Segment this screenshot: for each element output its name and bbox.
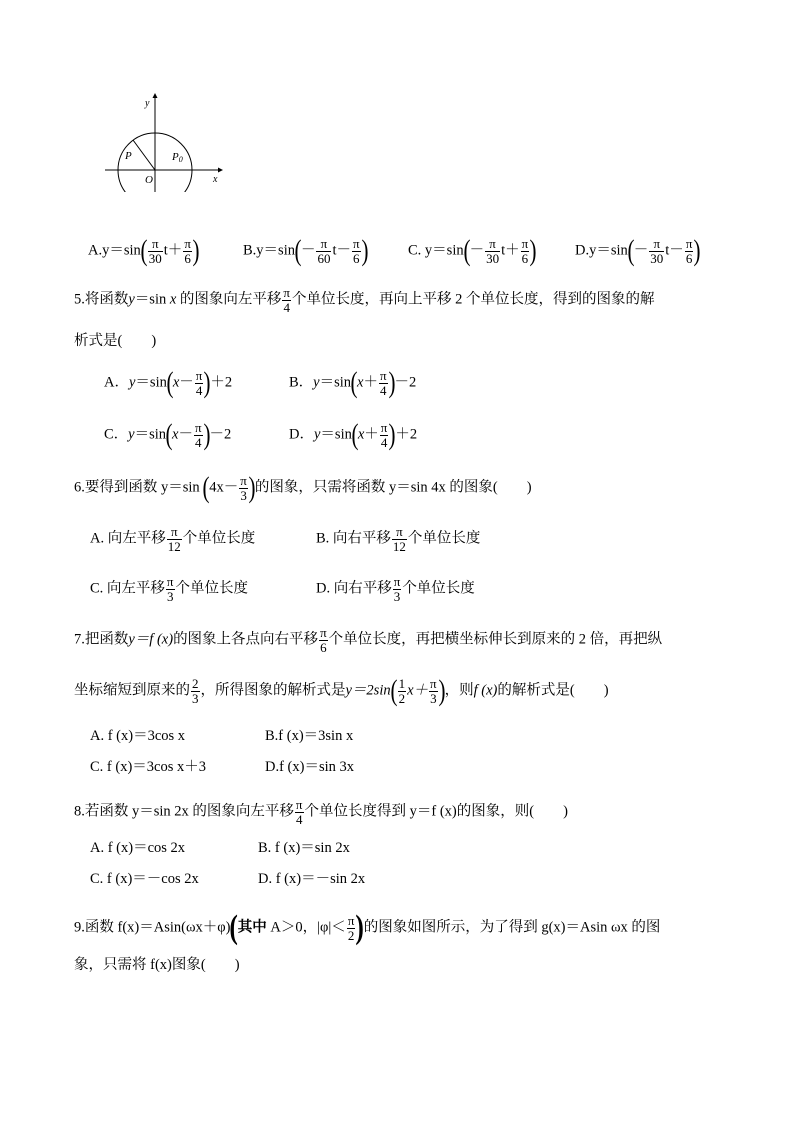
q6-option-a[interactable]: A. 向左平移 $\frac{\pi}{12}$ 个单位长度 (90, 524, 256, 554)
q5-option-c[interactable]: C．y＝sin(x－ $\frac{\pi}{4}$ )－2 (104, 418, 232, 451)
y-axis-label: y (145, 98, 150, 109)
q8-option-b[interactable]: B. f (x)＝sin 2x (258, 840, 350, 856)
point-p0-label: P0 (172, 151, 183, 164)
point-p-label: P (125, 150, 132, 162)
q6-stem: 6.要得到函数 y＝sin (4x－ $\frac{\pi}{3}$ )的图象，只需将函数 y＝sin 4x 的图象( ) (74, 471, 532, 504)
unit-circle-diagram (100, 92, 225, 192)
q5-stem-line1: 5.将函数y＝sin x 的图象向左平移 $\frac{\pi}{4}$ 个单位长度，再向上平移 2 个单位长度，得到的图象的解 (74, 285, 655, 315)
q5-option-d[interactable]: D．y＝sin(x＋ $\frac{\pi}{4}$ )＋2 (289, 418, 418, 451)
q4-option-b[interactable]: B.y＝sin(－ $\frac{\pi}{60}$ t－ $\frac{\pi}{6}$ ) (243, 234, 369, 267)
q6-option-b[interactable]: B. 向右平移 $\frac{\pi}{12}$ 个单位长度 (316, 524, 481, 554)
q5-option-a[interactable]: A．y＝sin(x－ $\frac{\pi}{4}$ )＋2 (104, 366, 233, 399)
x-axis-arrow (218, 168, 223, 173)
q8-stem: 8.若函数 y＝sin 2x 的图象向左平移 $\frac{\pi}{4}$ 个单位长度得到 y＝f (x)的图象，则( ) (74, 797, 568, 827)
q7-option-d[interactable]: D.f (x)＝sin 3x (265, 759, 355, 775)
origin-label: O (145, 174, 153, 186)
q8-option-a[interactable]: A. f (x)＝cos 2x (90, 840, 186, 856)
q7-option-b[interactable]: B.f (x)＝3sin x (265, 728, 354, 744)
radius-op (133, 140, 155, 170)
q7-option-c[interactable]: C. f (x)＝3cos x＋3 (90, 759, 206, 775)
q7-stem-line2: 坐标缩短到原来的 $\frac{2}{3}$ ，所得图象的解析式是y＝2sin( $\frac{1}{2}$ x＋ $\frac{\pi}{3}$ )，则f (x)的解析式是( ) (74, 674, 609, 707)
q9-stem-line2: 象，只需将 f(x)图象( ) (74, 957, 240, 973)
q6-option-d[interactable]: D. 向右平移 $\frac{\pi}{3}$ 个单位长度 (316, 574, 475, 604)
q9-stem-line1: 9.函数 f(x)＝Asin(ωx＋φ)(其中 A＞0，|φ|＜ $\frac{\pi}{2}$ )的图象如图所示，为了得到 g(x)＝Asin ωx 的图 (74, 909, 661, 946)
q8-option-c[interactable]: C. f (x)＝－cos 2x (90, 871, 199, 887)
q8-option-d[interactable]: D. f (x)＝－sin 2x (258, 871, 366, 887)
q4-option-c[interactable]: C. y＝sin(－ $\frac{\pi}{30}$ t＋ $\frac{\pi}{6}$ ) (408, 234, 537, 267)
q5-stem-line2: 析式是( ) (74, 333, 157, 349)
q5-option-b[interactable]: B．y＝sin(x＋ $\frac{\pi}{4}$ )－2 (289, 366, 417, 399)
q4-option-a[interactable]: A.y＝sin( $\frac{\pi}{30}$ t＋ $\frac{\pi}{6}$ ) (88, 234, 200, 267)
y-axis-arrow (153, 93, 158, 98)
q4-option-d[interactable]: D.y＝sin(－ $\frac{\pi}{30}$ t－ $\frac{\pi}{6}$ ) (575, 234, 701, 267)
q7-stem-line1: 7.把函数y＝f (x)的图象上各点向右平移 $\frac{\pi}{6}$ 个单位长度，再把横坐标伸长到原来的 2 倍，再把纵 (74, 625, 663, 655)
q6-option-c[interactable]: C. 向左平移 $\frac{\pi}{3}$ 个单位长度 (90, 574, 248, 604)
q7-option-a[interactable]: A. f (x)＝3cos x (90, 728, 186, 744)
x-axis-label: x (213, 174, 218, 185)
